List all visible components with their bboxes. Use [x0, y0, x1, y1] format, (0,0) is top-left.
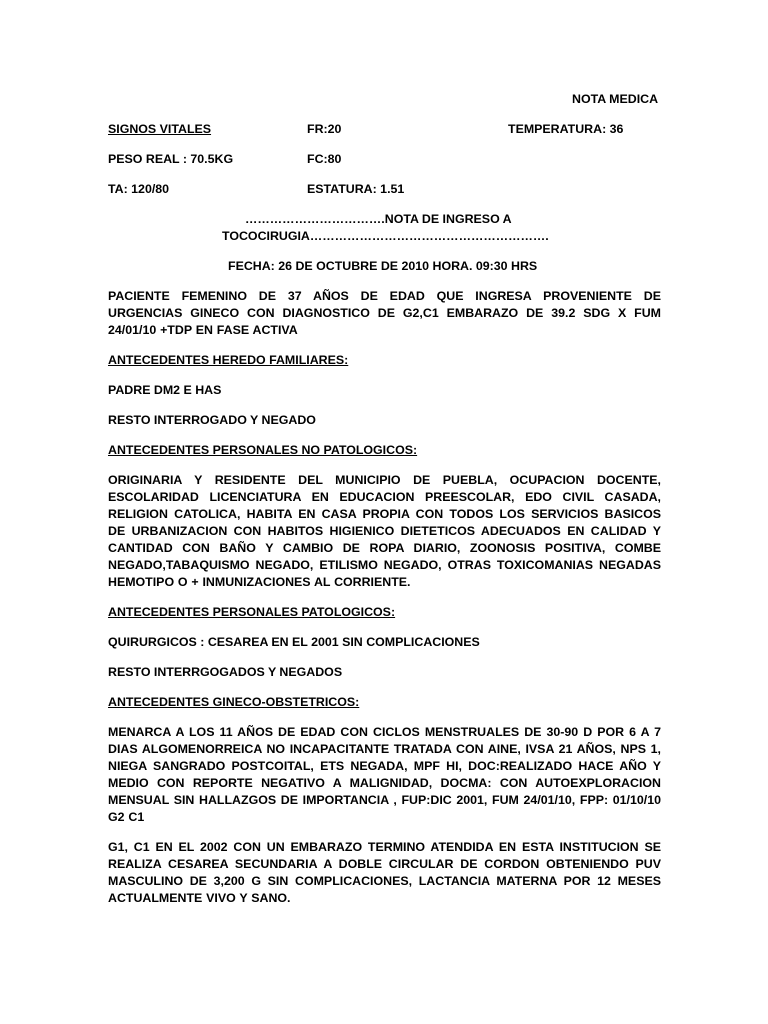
- ingreso-line-2: TOCOCIRUGIA………………………………………………….: [222, 229, 549, 243]
- gineco-paragraph-2: [108, 839, 661, 907]
- text-line: MENSUAL SIN HALLAZGOS DE IMPORTANCIA , FUP:DIC 2001, FUM 24/01/10, FPP: 01/10/10: [108, 793, 661, 807]
- vital-ta: TA: 120/80: [108, 182, 170, 196]
- text-line: REALIZA CESAREA SECUNDARIA A DOBLE CIRCULAR DE CORDON OBTENIENDO PUV: [108, 857, 661, 871]
- text-line: CANTIDAD CON BAÑO Y CAMBIO DE ROPA DIARIO, ZOONOSIS POSITIVA, COMBE: [108, 541, 661, 555]
- text-line: DE URBANIZACION CON HABITOS HIGIENICO DIETETICOS ADECUADOS EN CALIDAD Y: [108, 524, 661, 538]
- vital-peso: PESO REAL : 70.5KG: [108, 152, 234, 166]
- fecha-line: FECHA: 26 DE OCTUBRE DE 2010 HORA. 09:30 HRS: [228, 259, 538, 273]
- ingreso-line-1: …………………………….NOTA DE INGRESO A: [245, 212, 512, 226]
- gineco-heading: ANTECEDENTES GINECO-OBSTETRICOS:: [108, 695, 360, 709]
- text-line: ACTUALMENTE VIVO Y SANO.: [108, 891, 291, 905]
- text-line: G2 C1: [108, 810, 145, 824]
- heredo-resto: RESTO INTERROGADO Y NEGADO: [108, 413, 316, 427]
- text-line: 24/01/10 +TDP EN FASE ACTIVA: [108, 323, 298, 337]
- gineco-paragraph-1: [108, 724, 661, 826]
- text-line: ESCOLARIDAD LICENCIATURA EN EDUCACION PREESCOLAR, EDO CIVIL CASADA,: [108, 490, 661, 504]
- vitals-heading: SIGNOS VITALES: [108, 122, 212, 136]
- text-line: DIAS ALGOMENORREICA NO INCAPACITANTE TRATADA CON AINE, IVSA 21 AÑOS, NPS 1,: [108, 742, 661, 756]
- text-line: URGENCIAS GINECO CON DIAGNOSTICO DE G2,C1 EMBARAZO DE 39.2 SDG X FUM: [108, 306, 661, 320]
- intro-paragraph: [108, 288, 661, 339]
- vital-estatura: ESTATURA: 1.51: [307, 182, 405, 196]
- vital-fr: FR:20: [307, 122, 342, 136]
- text-line: MASCULINO DE 3,200 G SIN COMPLICACIONES, LACTANCIA MATERNA POR 12 MESES: [108, 874, 661, 888]
- patologicos-resto: RESTO INTERRGOGADOS Y NEGADOS: [108, 665, 343, 679]
- patologicos-quirurgicos: QUIRURGICOS : CESAREA EN EL 2001 SIN COMPLICACIONES: [108, 635, 480, 649]
- text-line: NEGADO,TABAQUISMO NEGADO, ETILISMO NEGADO, OTRAS TOXICOMANIAS NEGADAS: [108, 558, 661, 572]
- text-line: MENARCA A LOS 11 AÑOS DE EDAD CON CICLOS MENSTRUALES DE 30-90 D POR 6 A 7: [108, 725, 661, 739]
- no-patologicos-paragraph: [108, 472, 661, 591]
- text-line: RELIGION CATOLICA, HABITA EN CASA PROPIA CON TODOS LOS SERVICIOS BASICOS: [108, 507, 661, 521]
- text-line: G1, C1 EN EL 2002 CON UN EMBARAZO TERMINO ATENDIDA EN ESTA INSTITUCION SE: [108, 840, 661, 854]
- vital-temperatura: TEMPERATURA: 36: [508, 122, 624, 136]
- no-patologicos-heading: ANTECEDENTES PERSONALES NO PATOLOGICOS:: [108, 443, 418, 457]
- heredo-heading: ANTECEDENTES HEREDO FAMILIARES:: [108, 353, 349, 367]
- text-line: MEDIO CON REPORTE NEGATIVO A MALIGNIDAD, DOCMA: CON AUTOEXPLORACION: [108, 776, 661, 790]
- text-line: ORIGINARIA Y RESIDENTE DEL MUNICIPIO DE PUEBLA, OCUPACION DOCENTE,: [108, 473, 661, 487]
- text-line: HEMOTIPO O + INMUNIZACIONES AL CORRIENTE.: [108, 575, 411, 589]
- heredo-padre: PADRE DM2 E HAS: [108, 383, 222, 397]
- vital-fc: FC:80: [307, 152, 342, 166]
- note-title: NOTA MEDICA: [572, 92, 659, 106]
- patologicos-heading: ANTECEDENTES PERSONALES PATOLOGICOS:: [108, 605, 396, 619]
- text-line: NIEGA SANGRADO POSTCOITAL, ETS NEGADA, MPF HI, DOC:REALIZADO HACE AÑO Y: [108, 759, 661, 773]
- text-line: PACIENTE FEMENINO DE 37 AÑOS DE EDAD QUE INGRESA PROVENIENTE DE: [108, 289, 661, 303]
